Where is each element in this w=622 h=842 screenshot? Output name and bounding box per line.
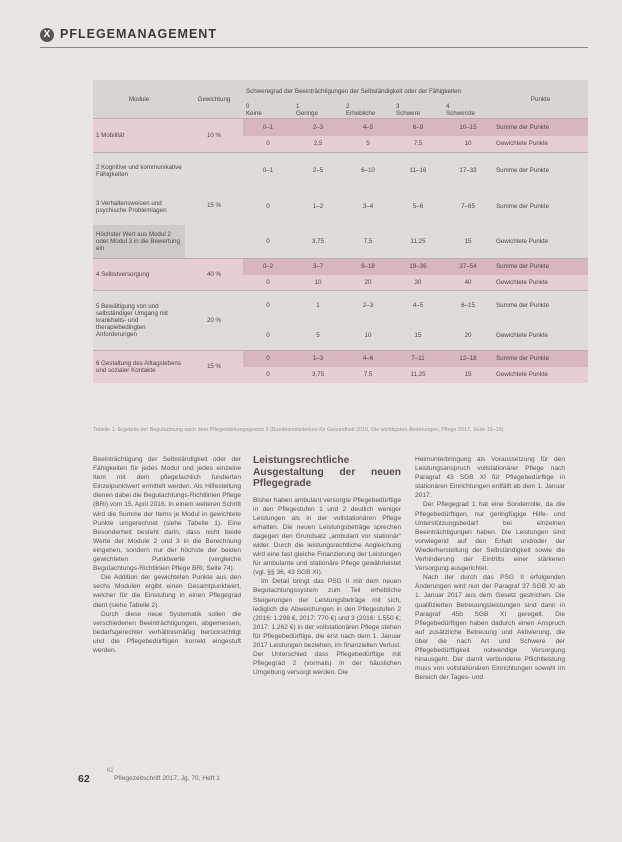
section-badge-icon: X (40, 28, 54, 42)
points-label: Summe der Punkte (493, 153, 588, 189)
weight-value: 20 % (185, 291, 243, 351)
table-cell: 7–65 (443, 189, 493, 225)
section-heading: Leistungsrechtliche Ausgestaltung der neuen Pflegegrade (253, 455, 401, 489)
table-cell: 0–1 (243, 119, 293, 136)
table-cell: 5 (293, 321, 343, 351)
paragraph: Heimunterbringung als Voraussetzung für den Leistungsanspruch vollstationärer Pflege nach Paragraf 43 SGB XI für Pflegebedürftige in stationären Einrichtungen entfällt ab dem 1. Januar 2017. (415, 456, 565, 500)
paragraph: Beeinträchtigung der Selbständigkeit oder der Fähigkeiten für jedes Modul und jedes einzelne Item mit dem pflegefachlich fundierten Einzelpunktwert ermittelt werden. Als Hilfestellung dienen dabei die Begutachtungs-Richtlinien Pflege (BRi) vom 15. April 2016. In einem weiteren Schritt wird die Summe der Items je Modul in gewichtete Punkte umgerechnet (siehe Tabelle 1). Eine Besonderheit besteht darin, dass nicht beide Werte der Module 2 und 3 in die Berechnung eingehen, sondern nur der höchste der beiden gewichteten Punktwerte (vergleiche Begutachtungs-Richtlinien Pflege BRi, Seite 74). (93, 456, 241, 573)
table-cell: 4–5 (343, 119, 393, 136)
points-label: Gewichtete Punkte (493, 225, 588, 259)
module-label: 1 Mobilität (93, 119, 185, 153)
table-cell: 17–33 (443, 153, 493, 189)
weight-value: 40 % (185, 259, 243, 291)
table-cell: 4–6 (343, 351, 393, 367)
table-cell: 0 (243, 275, 293, 291)
table-cell: 3–7 (293, 259, 343, 275)
points-label: Summe der Punkte (493, 351, 588, 367)
weight-value: 15 % (185, 351, 243, 383)
text-column-3 (415, 455, 565, 682)
text-column-2 (253, 455, 401, 677)
table-cell: 15 (443, 367, 493, 383)
table-cell: 0 (243, 367, 293, 383)
table-cell: 3–4 (343, 189, 393, 225)
table-cell: 7,5 (343, 367, 393, 383)
table-row (93, 259, 588, 275)
col-header-points: Punkte (493, 80, 588, 119)
module-label: 6 Gestaltung des Alltagslebens und sozialer Kontakte (93, 351, 185, 383)
table-cell: 20 (343, 275, 393, 291)
table-cell: 3,75 (293, 225, 343, 259)
module-label: 2 Kognitive und kommunikative Fähigkeiten (93, 153, 185, 189)
table-row (93, 225, 588, 259)
module-label: 3 Verhaltensweisen und psychische Problemlagen (93, 189, 185, 225)
col-header-module: Module (93, 80, 185, 119)
table-cell: 4–5 (393, 291, 443, 321)
points-label: Gewichtete Punkte (493, 275, 588, 291)
table-cell: 7,5 (343, 225, 393, 259)
table-cell: 8–18 (343, 259, 393, 275)
table-cell: 11,25 (393, 225, 443, 259)
table-cell: 7,5 (393, 136, 443, 153)
table-cell: 12–18 (443, 351, 493, 367)
module-label: Höchster Wert aus Modul 2 oder Modul 3 in die Bewertung ein (93, 225, 185, 259)
table-cell: 0–2 (243, 259, 293, 275)
level-2: 2 Erhebliche (343, 102, 393, 119)
table-cell: 0 (243, 321, 293, 351)
level-4: 4 Schwerste (443, 102, 493, 119)
table-cell: 0 (243, 351, 293, 367)
table-cell: 2,5 (293, 136, 343, 153)
table-cell: 1–2 (293, 189, 343, 225)
table-row (93, 291, 588, 321)
table-cell: 0–1 (243, 153, 293, 189)
table-cell: 20 (443, 321, 493, 351)
table-caption: Tabelle 1: Ergebnis der Begutachtung nach dem Pflegestärkungsgesetz II (Bundesministerium für Gesundheit 2016, Die wichtigsten Änderungen, Pflege 2017, Seite 15–16) (93, 427, 504, 433)
table-cell: 1–3 (293, 351, 343, 367)
paragraph: Der Pflegegrad 1 hat eine Sonderrolle, da die Pflegebedürftigen, nur geringfügige Hilfe- und Unterstützungsbedarf bei einzelnen Beeinträchtigungen haben. Die Leistungen sind vorwiegend auf den Erhalt und/oder der Wiederherstellung der Selbständigkeit sowie die Verhinderung der Eintritts einer stärkeren Versorgung ausgerichtet. (415, 501, 565, 573)
table-cell: 30 (393, 275, 443, 291)
table-cell: 10 (443, 136, 493, 153)
weight-value: 10 % (185, 119, 243, 153)
table-cell: 0 (243, 136, 293, 153)
table-cell: 10 (293, 275, 343, 291)
header-divider (40, 47, 588, 48)
points-label: Summe der Punkte (493, 259, 588, 275)
assessment-table (93, 80, 588, 383)
weight-value: 15 % (185, 153, 243, 259)
col-header-severity: Schweregrad der Beeinträchtigungen der Selbständigkeit oder der Fähigkeiten (243, 80, 493, 102)
table-cell: 6–9 (393, 119, 443, 136)
table-cell: 10 (343, 321, 393, 351)
paragraph: Durch diese neue Systematik sollen die verschiedenen Beeinträchtigungen, abgemessen, bedarfsgerechter verhältnismäßig berücksichtigt und die Pflegebedürftigen korrekt eingestuft werden. (93, 610, 241, 654)
points-label: Gewichtete Punkte (493, 136, 588, 153)
table-cell: 7–11 (393, 351, 443, 367)
paragraph: Bisher haben ambulant versorgte Pflegebedürftige in den Pflegestufen 1 und 2 deutlich weniger Leistungen als in der vollstationären Pflege erhalten. Die neuen Leistungsbeträge sprechen dagegen den Grundsatz „ambulant vor stationär“ wider. Durch die leistungsrechtliche Angleichung wird eine fast gleiche Finanzierung der Leistungen für ambulante und stationäre Pflege gewährleistet (vgl. §§ 36, 43 SGB XI). (253, 496, 401, 577)
module-label: 5 Bewältigung von und selbständiger Umgang mit krankheits- und therapiebedingten Anforderungen (93, 291, 185, 351)
table-cell: 40 (443, 275, 493, 291)
paragraph: Im Detail bringt das PSG II mit dem neuen Begutachtungssystem zum Teil erhebliche Steigerungen der Leistungsbeträge mit sich, lediglich die Abweichungen in den Pflegestufen 2 (2016: 1.298 €, 2017: 770 €) und 3 (2016: 1.550 €; 2017: 1.262 €) in der vollstationären Pflege stehen für Pflegebedürftige, die erst nach dem 1. Januar 2017 Leistungen beziehen, im finanziellen Verlust. Der Unterschied dass Pflegebedürftige mit Pflegegrad 2 (vormals) in der häuslichen Umgebung versorgt werden. Die (253, 578, 401, 677)
table-cell: 6–10 (343, 153, 393, 189)
table-cell: 15 (443, 225, 493, 259)
table-cell: 0 (243, 225, 293, 259)
points-label: Summe der Punkte (493, 189, 588, 225)
paragraph: Nach der durch das PSG II erfolgenden Änderungen wird nun der Paragraf 37 SGB XI ab 1. Januar 2017 aus dem Gesetz gestrichen. Die qualifizierten Betreuungsleistungen sind dann in Paragraf 45b SGB XI geregelt. Die Pflegebedürftigen haben dadurch einen Anspruch auf zusätzliche Betreuung und Aktivierung, die über die nach Art und Schwere der Pflegebedürftigkeit notwendige Versorgung hinausgeht. Der damit verbundene Pflichtleistung muss von vollstationären Einrichtungen sowohl im Bereich der Tages- und (415, 574, 565, 682)
table-row (93, 351, 588, 367)
points-label: Summe der Punkte (493, 291, 588, 321)
journal-source: Pflegezeitschrift 2017, Jg. 70, Heft 1 (114, 775, 220, 782)
footer-mark: 62 (107, 768, 114, 774)
section-title: PFLEGEMANAGEMENT (60, 27, 217, 41)
table-cell: 5–6 (393, 189, 443, 225)
col-header-weight: Gewichtung (185, 80, 243, 119)
text-column-1 (93, 455, 241, 655)
table-cell: 6–15 (443, 291, 493, 321)
level-1: 1 Geringe (293, 102, 343, 119)
table-cell: 2–5 (293, 153, 343, 189)
table-row (93, 119, 588, 136)
table-cell: 2–3 (293, 119, 343, 136)
table-cell: 37–54 (443, 259, 493, 275)
level-3: 3 Schwere (393, 102, 443, 119)
table-cell: 5 (343, 136, 393, 153)
points-label: Gewichtete Punkte (493, 367, 588, 383)
points-label: Gewichtete Punkte (493, 321, 588, 351)
table-cell: 0 (243, 189, 293, 225)
table-cell: 3,75 (293, 367, 343, 383)
module-label: 4 Selbstversorgung (93, 259, 185, 291)
table-cell: 10–15 (443, 119, 493, 136)
points-label: Summe der Punkte (493, 119, 588, 136)
table-cell: 19–36 (393, 259, 443, 275)
level-0: 0 Keine (243, 102, 293, 119)
table-cell: 11–16 (393, 153, 443, 189)
table-cell: 11,25 (393, 367, 443, 383)
table-cell: 0 (243, 291, 293, 321)
table-cell: 2–3 (343, 291, 393, 321)
table-row (93, 153, 588, 189)
table-row (93, 189, 588, 225)
table-cell: 1 (293, 291, 343, 321)
page-number: 62 (78, 773, 90, 785)
paragraph: Die Addition der gewichteten Punkte aus den sechs Modulen ergibt einen Gesamtpunktwert, welcher für die Einstufung in einen Pflegegrad dient (siehe Tabelle 2). (93, 574, 241, 609)
table-cell: 15 (393, 321, 443, 351)
